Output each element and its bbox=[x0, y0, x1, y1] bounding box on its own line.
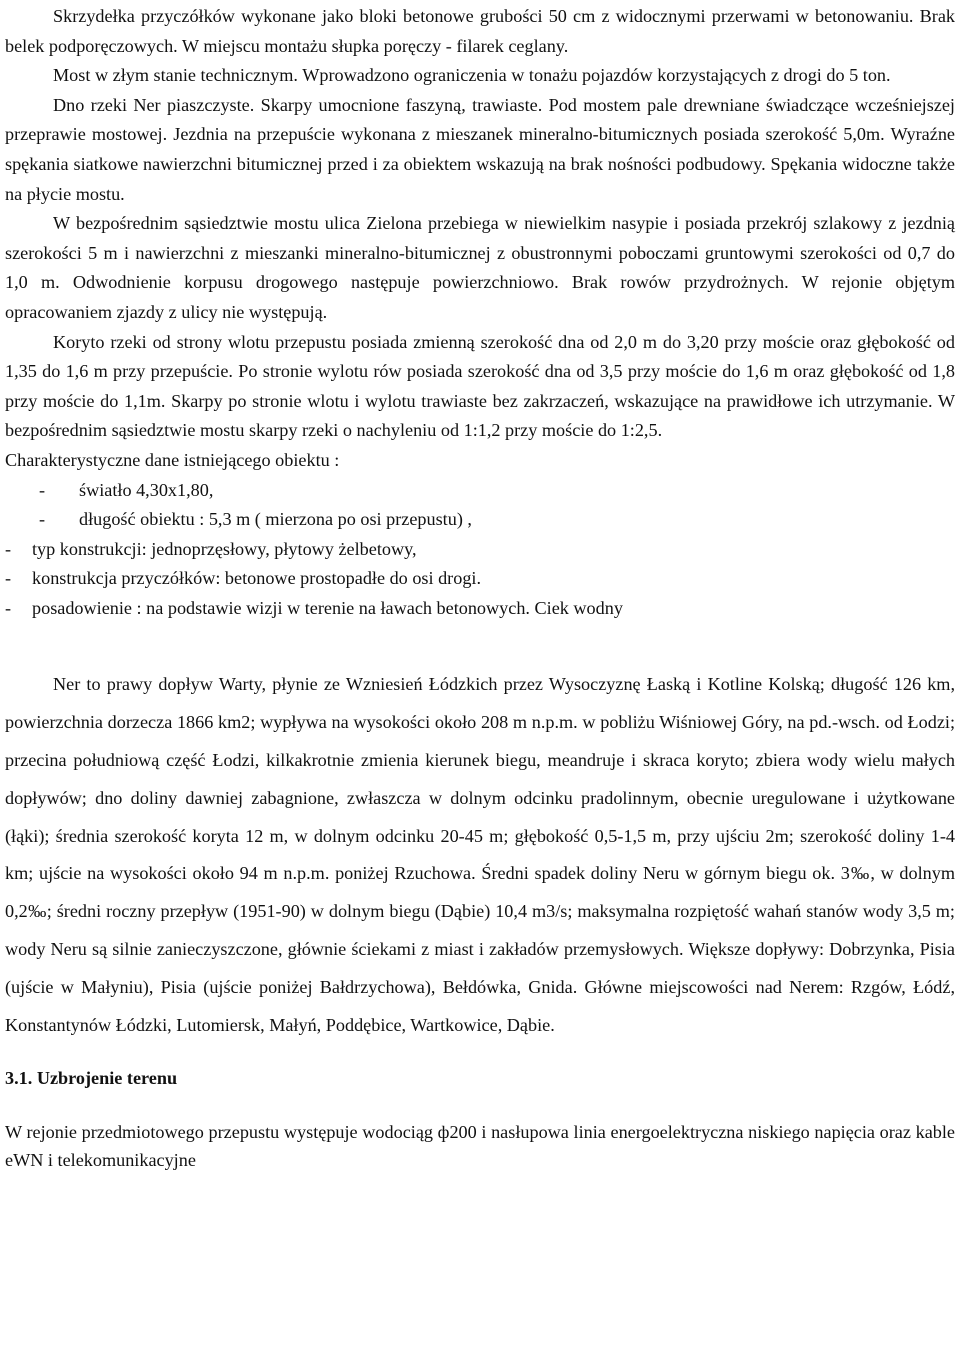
list-item bbox=[5, 564, 955, 594]
list-item-text: długość obiektu : 5,3 m ( mierzona po osi przepustu) , bbox=[79, 509, 472, 530]
list-item-text: konstrukcja przyczółków: betonowe prostopadłe do osi drogi. bbox=[32, 568, 482, 589]
paragraph-river-channel: Koryto rzeki od strony wlotu przepustu posiada zmienną szerokość dna od 2,0 m do 3,20 przy moście oraz głębokość od 1,35 do 1,6 m przy przepuście. Po stronie wylotu rów posiada szerokość dna od 3,5 przy moście do 1,6 m oraz głębokość od 1,8 przy moście do 1,1m. Skarpy po stronie wlotu i wylotu trawiaste bez zakrzaczeń, wskazujące na prawidłowe ich utrzymanie. W bezpośrednim sąsiedztwie mostu skarpy rzeki o nachyleniu od 1:1,2 przy moście do 1:2,5. bbox=[5, 331, 955, 441]
list-item bbox=[5, 476, 955, 506]
characteristics-list bbox=[5, 476, 955, 624]
bridge-description bbox=[5, 0, 955, 623]
list-item bbox=[5, 594, 955, 624]
list-dash: - bbox=[5, 597, 12, 618]
characteristics-intro: Charakterystyczne dane istniejącego obiektu : bbox=[5, 449, 340, 470]
list-item-text: światło 4,30x1,80, bbox=[79, 479, 214, 500]
list-item bbox=[5, 535, 955, 565]
paragraph-bridge-condition: Most w złym stanie technicznym. Wprowadzono ograniczenia w tonażu pojazdów korzystających z drogi do 5 ton. bbox=[53, 65, 891, 86]
list-dash: - bbox=[5, 568, 12, 589]
list-item bbox=[5, 505, 955, 535]
paragraph-river-bed: Dno rzeki Ner piaszczyste. Skarpy umocnione faszyną, trawiaste. Pod mostem pale drewniane świadczące wcześniejszej przeprawie mostowej. Jezdnia na przepuście wykonana z mieszanek mineralno-bitumicznych posiada szerokość 5,0m. Wyraźne spękania siatkowe nawierzchni bitumicznej przed i za obiektem wskazują na brak nośności podbudowy. Spękania widoczne także na płycie mostu. bbox=[5, 94, 955, 204]
list-item-text: posadowienie : na podstawie wizji w terenie na ławach betonowych. Ciek wodny bbox=[32, 597, 623, 618]
paragraph-street: W bezpośrednim sąsiedztwie mostu ulica Zielona przebiega w niewielkim nasypie i posiada przekrój szlakowy z jezdnią szerokości 5 m i nawierzchni z mieszanki mineralno-bitumicznej z obustronnymi poboczami gruntowymi szerokości od 0,7 do 1,0 m. Odwodnienie korpusu drogowego następuje powierzchniowo. Brak rowów przydrożnych. W rejonie objętym opracowaniem zjazdy z ulicy nie występują. bbox=[5, 213, 955, 322]
paragraph-wing-walls: Skrzydełka przyczółków wykonane jako bloki betonowe grubości 50 cm z widocznymi przerwami w betonowaniu. Brak belek podporęczowych. W miejscu montażu słupka poręczy - filarek ceglany. bbox=[5, 6, 955, 56]
list-dash: - bbox=[5, 538, 12, 559]
paragraph-utilities: W rejonie przedmiotowego przepustu występuje wodociąg ф200 i nasłupowa linia energoelektryczna niskiego napięcia oraz kable eWN i telekomunikacyjne bbox=[5, 1122, 955, 1171]
section-heading: 3.1. Uzbrojenie terenu bbox=[5, 1068, 178, 1089]
list-dash: - bbox=[39, 479, 46, 500]
list-dash: - bbox=[39, 509, 46, 530]
list-item-text: typ konstrukcji: jednoprzęsłowy, płytowy żelbetowy, bbox=[32, 538, 417, 559]
paragraph-ner-river: Ner to prawy dopływ Warty, płynie ze Wzniesień Łódzkich przez Wysoczyznę Łaską i Kotline Kolską; długość 126 km, powierzchnia dorzecza 1866 km2; wypływa na wysokości około 208 m n.p.m. w pobliżu Wiśniowej Góry, na pd.-wsch. od Łodzi; przecina południową część Łodzi, kilkakrotnie zmienia kierunek biegu, meandruje i skraca koryto; zbiera wody wielu małych dopływów; dno doliny dawniej zabagnione, zwłaszcza w dolnym odcinku pradolinnym, obecnie uregulowane i użytkowane (łąki); średnia szerokość koryta 12 m, w dolnym odcinku 20-45 m; głębokość 0,5-1,5 m, przy ujściu 2m; szerokość doliny 1-4 km; ujście na wysokości około 94 m n.p.m. poniżej Rzuchowa. Średni spadek doliny Neru w górnym biegu ok. 3‰, w dolnym 0,2‰; średni roczny przepływ (1951-90) w dolnym biegu (Dąbie) 10,4 m3/s; maksymalna rozpiętość wahań stanów wody 3,5 m; wody Neru są silnie zanieczyszczone, głównie ściekami z miast i zakładów przemysłowych. Większe dopływy: Dobrzynka, Pisia (ujście w Małyniu), Pisia (ujście poniżej Bałdrzychowa), Bełdówka, Gnida. Główne miejscowości nad Nerem: Rzgów, Łódź, Konstantynów Łódzki, Lutomiersk, Małyń, Poddębice, Wartkowice, Dąbie. bbox=[5, 674, 955, 1035]
